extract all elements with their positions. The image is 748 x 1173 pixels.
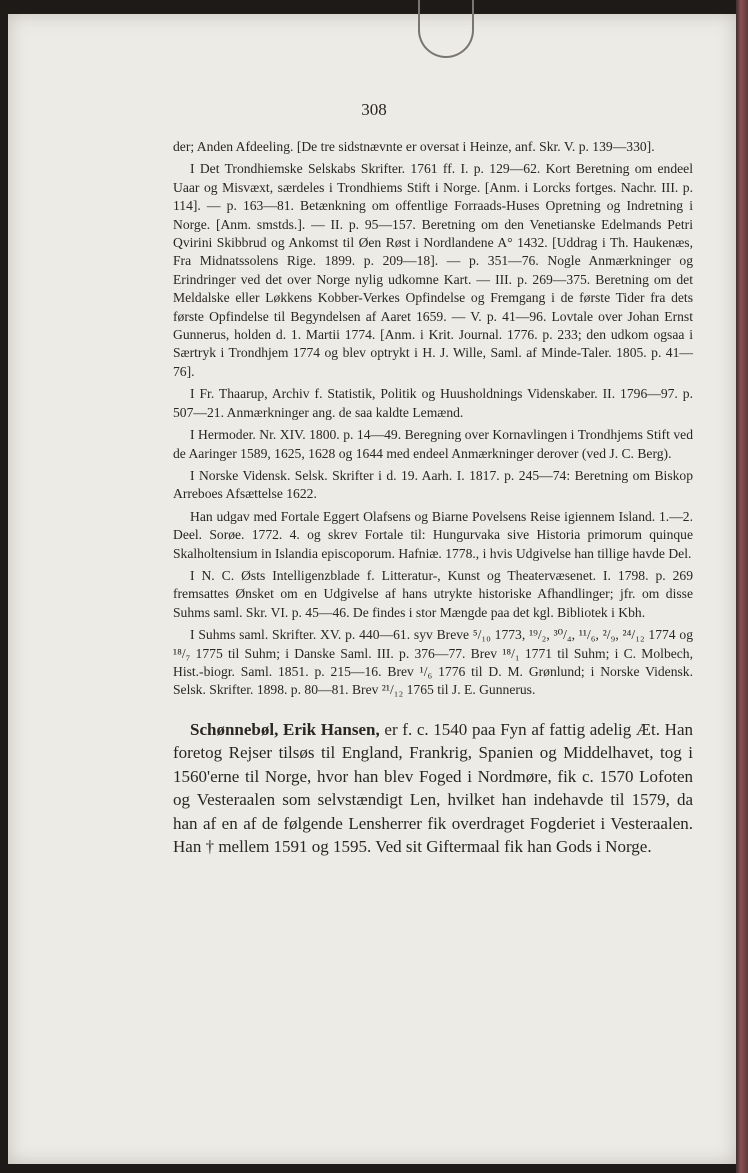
paragraph: I Hermoder. Nr. XIV. 1800. p. 14—49. Beregning over Kornavlingen i Trondhjems Stift ved de Aaringer 1589, 1625, 1628 og 1644 med endeel Anmærkninger derover (ved J. C. Berg). [173, 427, 693, 461]
paragraph: I N. C. Østs Intelligenzblade f. Litteratur-, Kunst og Theatervæsenet. I. 1798. p. 269 fremsattes Ønsket om en Udgivelse af hans utrykte historiske Afhandlinger; jfr. om disse Suhms saml. Skr. VI. p. 45—46. De findes i stor Mængde paa det kgl. Bibliotek i Kbh. [173, 567, 693, 620]
entry-text: er f. c. 1540 paa Fyn af fattig adelig Æt. Han foretog Rejser tilsøs til England, Frankrig, Spanien og Middelhavet, tog i 1560'erne til Norge, hvor han blev Foged i Nordmøre, fik c. 1570 Lofoten og Vesteraalen som selvstændigt Len, hvilket han indehavde til 1579, da han af en af de følgende Lensherrer fik overdraget Fogderiet i Vesteraalen. Han † mellem 1591 og 1595. Ved sit Giftermaal fik han Gods i Norge. [173, 719, 693, 857]
page-body [173, 138, 693, 876]
book-cover-edge [736, 0, 748, 1173]
paragraph: I Det Trondhiemske Selskabs Skrifter. 1761 ff. I. p. 129—62. Kort Beretning om endeel Uaar og Misvæxt, særdeles i Trondhiems Stift i Norge. [Anm. i Lorcks fortges. Nachr. III. p. 114]. — p. 163—81. Betænkning om offentlige Forraads-Huses Opretning og Indretning i Norge. [Anm. smstds.]. — II. p. 95—157. Beretning om den Venetianske Edelmands Petri Qvirini Skibbrud og Ankomst til Øen Røst i Nordlandene A° 1432. [Uddrag i Th. Haukenæs, Fra Midnatssolens Rige. 1899. p. 209—18]. — p. 351—76. Nogle Anmærkninger og Erindringer ved det over Norge nylig udkomne Kart. — III. p. 269—375. Beretning om det Meldalske eller Løkkens Kobber-Verkes Opfindelse og Fremgang i de første Tider fra dets første Opfindelse til Begyndelsen af Aaret 1659. — V. p. 41—96. Lovtale over Johan Ernst Gunnerus, holden d. 1. Martii 1774. [Anm. i Krit. Journal. 1776. p. 233; den udkom ogsaa i Særtryk i Trondhjem 1774 og blev optrykt i H. J. Wille, Saml. af Minde-Taler. 1805. p. 41—76]. [173, 161, 693, 379]
paragraph: I Norske Vidensk. Selsk. Skrifter i d. 19. Aarh. I. 1817. p. 245—74: Beretning om Biskop Arreboes Afsættelse 1622. [173, 467, 693, 502]
paper-clip [418, 0, 474, 58]
paragraph: I Suhms saml. Skrifter. XV. p. 440—61. syv Breve ⁵/₁₀ 1773, ¹⁹/₂, ³⁰/₄, ¹¹/₆, ²/₉, ²⁴/₁₂ 1774 og ¹⁸/₇ 1775 til Suhm; i Danske Saml. III. p. 376—77. Brev ¹⁸/₁ 1771 til Suhm; i C. Molbech, Hist.-biogr. Saml. 1851. p. 215—16. Brev ¹/₆ 1776 til D. M. Grønlund; i Norske Vidensk. Selsk. Skrifter. 1898. p. 80—81. Brev ²¹/₁₂ 1765 til J. E. Gunnerus. [173, 627, 693, 698]
paragraph: Han udgav med Fortale Eggert Olafsens og Biarne Povelsens Reise igiennem Island. 1.—2. Deel. Sorøe. 1772. 4. og skrev Fortale til: Hungurvaka sive Historia primorum quinque Skalholtensium in Islandia episcoporum. Hafniæ. 1778., i hvis Udgivelse han tillige havde Del. [173, 508, 693, 561]
entry-name: Schønnebøl, Erik Hansen, [190, 719, 380, 739]
biography-entry [173, 718, 693, 859]
page-number: 308 [361, 100, 387, 119]
paragraph: I Fr. Thaarup, Archiv f. Statistik, Politik og Huusholdnings Videnskaber. II. 1796—97. p. 507—21. Anmærkninger ang. de saa kaldte Lemænd. [173, 386, 693, 420]
paragraph: der; Anden Afdeeling. [De tre sidstnævnte er oversat i Heinze, anf. Skr. V. p. 139—330]. [173, 139, 655, 154]
